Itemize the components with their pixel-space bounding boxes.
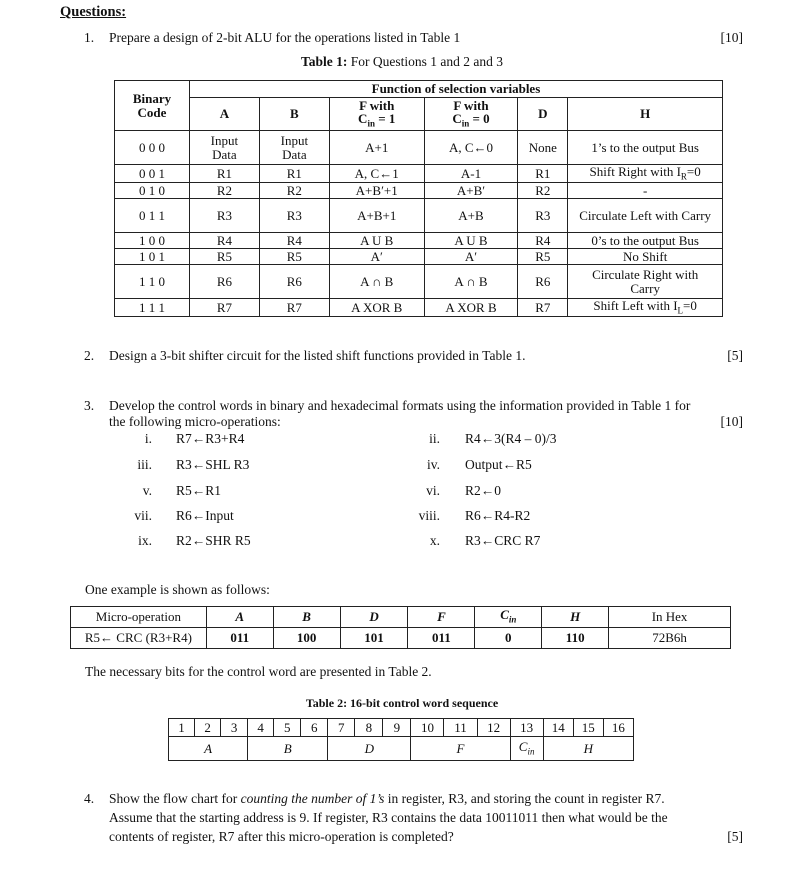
field-f — [411, 737, 510, 761]
row1-d: R1 — [518, 165, 568, 183]
th-f-cin0-eq: = 0 — [469, 111, 490, 127]
bit-4: 4 — [248, 719, 274, 737]
ex-h-b-text: B — [302, 609, 311, 625]
ex-h-f-text: F — [437, 609, 446, 625]
op-3-num: iii. — [137, 457, 152, 472]
row7-f1: A XOR B — [329, 299, 424, 317]
q1-number: 1. — [84, 30, 95, 45]
row0-a: Input Data — [189, 131, 259, 165]
th-function-group: Function of selection variables — [189, 81, 722, 98]
th-f-cin1-sub: in — [367, 118, 375, 129]
th-f-cin0-bottom — [425, 112, 518, 129]
field-f-text: F — [456, 740, 465, 756]
row7-f0: A XOR B — [424, 299, 518, 317]
row3-code: 0 1 1 — [115, 199, 190, 233]
row5-d: R5 — [518, 249, 568, 265]
row5-a: R5 — [189, 249, 259, 265]
ex-v-d: 101 — [340, 628, 408, 649]
ex-h-h — [542, 607, 609, 628]
th-f-cin1-bottom — [330, 112, 424, 129]
ex-h-b — [273, 607, 340, 628]
op-2-text: R4←3(R4 – 0)/3 — [465, 431, 557, 446]
ex-h-cin-text: C — [500, 607, 509, 623]
th-f-cin1-top: F with — [359, 97, 395, 113]
row2-b: R2 — [259, 183, 329, 199]
row3-f0: A+B — [424, 199, 518, 233]
row5-code: 1 0 1 — [115, 249, 190, 265]
op-6-text: R2←0 — [465, 483, 502, 498]
q2-number: 2. — [84, 348, 95, 363]
th-f-cin1 — [329, 98, 424, 131]
row0-f1: A+1 — [329, 131, 424, 165]
row4-code: 1 0 0 — [115, 233, 190, 249]
q4-line1 — [109, 791, 743, 807]
ex-v-a: 011 — [206, 628, 273, 649]
ex-v-h: 110 — [542, 628, 609, 649]
op-9-text: R2←SHR R5 — [176, 533, 251, 548]
table2-caption: Table 2: 16-bit control word sequence — [305, 696, 499, 710]
op-4-num: iv. — [427, 457, 440, 472]
row7-a: R7 — [189, 299, 259, 317]
row7-h-text: Shift Left with I — [593, 298, 678, 314]
ex-h-a — [206, 607, 273, 628]
q4-line3: contents of register, R7 after this micro-operation is completed? — [109, 829, 454, 844]
bit-7: 7 — [328, 719, 355, 737]
row7-h-sub: L — [677, 305, 684, 316]
row7-h-tail: =0 — [683, 298, 697, 314]
bit-12: 12 — [477, 719, 510, 737]
row2-h: - — [568, 183, 723, 199]
field-b — [248, 737, 328, 761]
row4-f1: A U B — [329, 233, 424, 249]
q2-marks: [5] — [727, 348, 743, 363]
row1-f1: A, C←1 — [329, 165, 424, 183]
row2-d: R2 — [518, 183, 568, 199]
row7-b: R7 — [259, 299, 329, 317]
field-d-text: D — [364, 740, 375, 756]
row7-code: 1 1 1 — [115, 299, 190, 317]
th-h: H — [568, 98, 723, 131]
row1-h-tail: =0 — [686, 164, 701, 179]
th-f-cin0 — [424, 98, 518, 131]
row1-f0: A-1 — [424, 165, 518, 183]
op-3-text: R3←SHL R3 — [176, 457, 250, 472]
op-6-num: vi. — [426, 483, 440, 498]
page-title: Questions: — [60, 4, 127, 20]
table1 — [114, 80, 723, 317]
op-8-text: R6←R4-R2 — [465, 508, 531, 523]
row2-f1: A+B′+1 — [329, 183, 424, 199]
op-1-text: R7←R3+R4 — [176, 431, 245, 446]
row4-a: R4 — [189, 233, 259, 249]
ex-h-f — [408, 607, 475, 628]
ex-h-cin — [475, 607, 542, 628]
row0-d: None — [518, 131, 568, 165]
q2-text: Design a 3-bit shifter circuit for the listed shift functions provided in Table 1. — [109, 348, 526, 363]
row6-f0: A ∩ B — [424, 265, 518, 299]
ex-h-h-text: H — [570, 609, 581, 625]
bit-11: 11 — [444, 719, 477, 737]
bit-5: 5 — [274, 719, 301, 737]
ex-h-hex: In Hex — [609, 607, 731, 628]
op-10-num: x. — [429, 533, 440, 548]
row5-b: R5 — [259, 249, 329, 265]
row6-d: R6 — [518, 265, 568, 299]
row2-f0: A+B′ — [424, 183, 518, 199]
th-f-cin1-c: C — [358, 111, 368, 127]
th-a: A — [189, 98, 259, 131]
q4-line1-b: in register, R3, and storing the count in register R7. — [384, 791, 665, 806]
field-a-text: A — [204, 740, 213, 756]
row4-b: R4 — [259, 233, 329, 249]
q3-marks: [10] — [720, 414, 743, 429]
row3-a: R3 — [189, 199, 259, 233]
row5-f1: A′ — [329, 249, 424, 265]
bit-15: 15 — [573, 719, 603, 737]
table1-caption-label: Table 1: — [300, 54, 348, 69]
row6-b: R6 — [259, 265, 329, 299]
ex-v-cin: 0 — [475, 628, 542, 649]
row7-d: R7 — [518, 299, 568, 317]
op-10-text: R3←CRC R7 — [465, 533, 541, 548]
field-b-text: B — [283, 740, 292, 756]
op-9-num: ix. — [138, 533, 152, 548]
row6-f1: A ∩ B — [329, 265, 424, 299]
bit-14: 14 — [543, 719, 573, 737]
row2-code: 0 1 0 — [115, 183, 190, 199]
ex-v-f: 011 — [408, 628, 475, 649]
row5-h: No Shift — [568, 249, 723, 265]
th-f-cin1-eq: = 1 — [374, 111, 396, 127]
q1-marks: [10] — [720, 30, 743, 45]
field-cin-text: C — [518, 738, 528, 754]
row1-h — [568, 165, 723, 183]
bit-3: 3 — [221, 719, 248, 737]
ex-h-d-text: D — [369, 609, 379, 625]
field-d — [328, 737, 411, 761]
ex-h-d — [340, 607, 408, 628]
ex-h-a-text: A — [235, 609, 245, 625]
q1-text: Prepare a design of 2-bit ALU for the operations listed in Table 1 — [109, 30, 461, 45]
row0-f0: A, C←0 — [424, 131, 518, 165]
row3-h: Circulate Left with Carry — [568, 199, 723, 233]
th-f-cin0-top: F with — [453, 97, 489, 113]
bit-13: 13 — [510, 719, 543, 737]
ex-v-microop: R5← CRC (R3+R4) — [71, 628, 207, 649]
th-f-cin0-c: C — [452, 111, 462, 127]
bit-1: 1 — [169, 719, 195, 737]
table1-caption-text: For Questions 1 and 2 and 3 — [347, 54, 503, 69]
q4-marks: [5] — [727, 829, 743, 844]
table2 — [168, 718, 634, 761]
row3-b: R3 — [259, 199, 329, 233]
row6-a: R6 — [189, 265, 259, 299]
row6-h: Circulate Right with Carry — [568, 265, 723, 299]
row1-b: R1 — [259, 165, 329, 183]
bit-9: 9 — [383, 719, 411, 737]
row1-h-text: Shift Right with I — [589, 164, 681, 179]
op-5-num: v. — [142, 483, 152, 498]
row2-a: R2 — [189, 183, 259, 199]
op-5-text: R5←R1 — [176, 483, 222, 498]
field-a — [169, 737, 248, 761]
row4-f0: A U B — [424, 233, 518, 249]
q4-line1-a: Show the flow chart for — [109, 791, 241, 806]
op-7-num: vii. — [134, 508, 152, 523]
op-4-text: Output←R5 — [465, 457, 532, 472]
row0-b: Input Data — [259, 131, 329, 165]
example-intro: One example is shown as follows: — [85, 582, 270, 597]
row7-h — [568, 299, 723, 317]
row1-h-sub: R — [680, 171, 687, 182]
bits-text: The necessary bits for the control word are presented in Table 2. — [85, 664, 432, 679]
q4-line1-italic: counting the number of 1’s — [240, 791, 385, 806]
field-h — [543, 737, 633, 761]
op-7-text: R6←Input — [176, 508, 234, 523]
table1-caption — [0, 54, 804, 70]
row5-f0: A′ — [424, 249, 518, 265]
th-binary-code: Binary Code — [115, 81, 190, 131]
ex-v-b: 100 — [273, 628, 340, 649]
row4-h: 0’s to the output Bus — [568, 233, 723, 249]
bit-8: 8 — [355, 719, 383, 737]
bit-16: 16 — [603, 719, 633, 737]
ex-h-cin-sub: in — [508, 615, 517, 626]
example-table — [70, 606, 731, 649]
ex-v-hex: 72B6h — [609, 628, 731, 649]
field-cin — [510, 737, 543, 761]
field-cin-sub: in — [527, 746, 535, 757]
row4-d: R4 — [518, 233, 568, 249]
bit-2: 2 — [195, 719, 221, 737]
q3-line2: the following micro-operations: — [109, 414, 281, 429]
op-2-num: ii. — [429, 431, 440, 446]
op-1-num: i. — [144, 431, 152, 446]
op-8-num: viii. — [418, 508, 440, 523]
q3-number: 3. — [84, 398, 95, 413]
row1-code: 0 0 1 — [115, 165, 190, 183]
row0-code: 0 0 0 — [115, 131, 190, 165]
field-h-text: H — [583, 740, 594, 756]
th-d: D — [518, 98, 568, 131]
row6-code: 1 1 0 — [115, 265, 190, 299]
th-b: B — [259, 98, 329, 131]
row3-d: R3 — [518, 199, 568, 233]
ex-h-microop: Micro-operation — [71, 607, 207, 628]
row1-a: R1 — [189, 165, 259, 183]
bit-10: 10 — [411, 719, 444, 737]
q4-number: 4. — [84, 791, 95, 806]
q4-line2: Assume that the starting address is 9. If register, R3 contains the data 10011011 then what would be the — [109, 810, 668, 825]
q3-line1: Develop the control words in binary and hexadecimal formats using the information provided in Table 1 for — [109, 398, 691, 413]
row3-f1: A+B+1 — [329, 199, 424, 233]
row0-h: 1’s to the output Bus — [568, 131, 723, 165]
th-f-cin0-sub: in — [461, 118, 470, 129]
bit-6: 6 — [301, 719, 328, 737]
